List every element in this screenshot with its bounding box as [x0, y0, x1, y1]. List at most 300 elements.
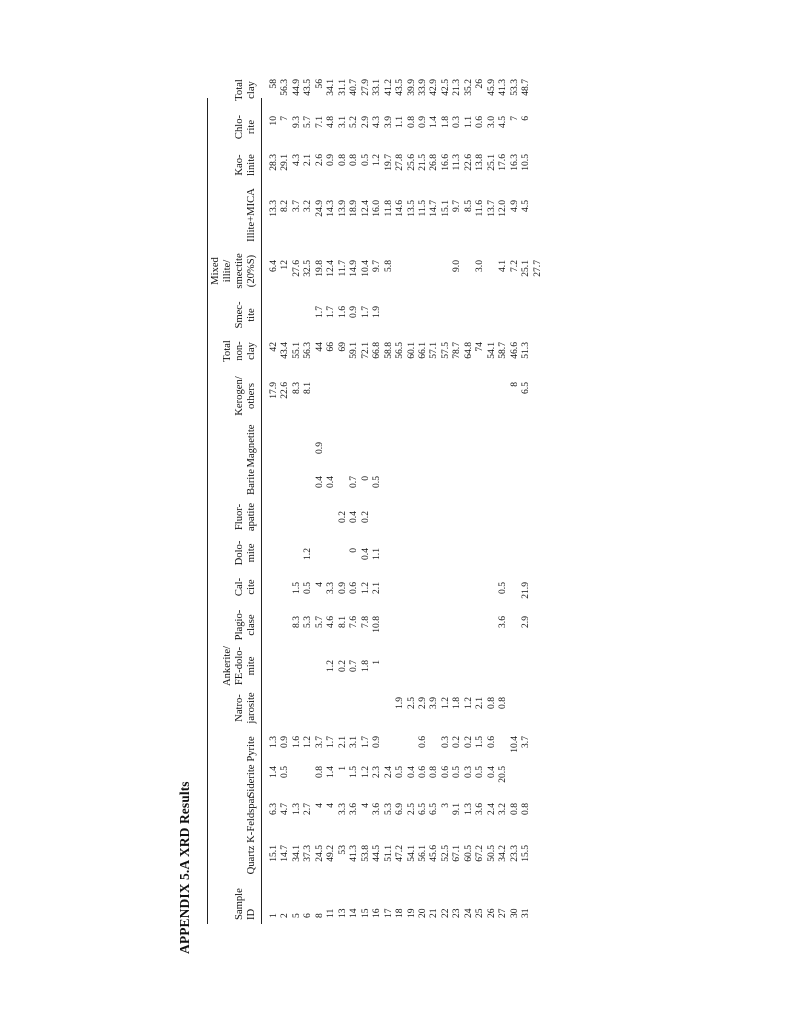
- sample-id-cell: 16: [371, 908, 383, 918]
- table-cell: 6.3: [268, 803, 279, 815]
- table-cell: 45.9: [485, 79, 497, 96]
- table-cell: 14.7: [279, 845, 291, 862]
- column-header-line: Natro-: [234, 694, 245, 722]
- table-cell: 39.9: [405, 79, 417, 96]
- table-cell: 12.4: [359, 200, 371, 217]
- table-cell: 2.7: [302, 803, 314, 815]
- table-cell: 8.2: [279, 200, 291, 212]
- table-cell: 1.2: [302, 548, 314, 560]
- table-cell: 46.6: [508, 342, 520, 359]
- table-cell: 19.7: [382, 154, 394, 171]
- table-cell: 0.2: [359, 511, 371, 523]
- table-cell: 67.1: [451, 845, 463, 862]
- table-header-rule: [261, 98, 262, 924]
- table-cell: 0.3: [439, 736, 451, 748]
- table-cell: 51.3: [520, 342, 532, 359]
- table-cell: 1: [336, 766, 348, 771]
- table-cell: 26: [474, 79, 486, 89]
- table-cell: 0.6: [474, 116, 486, 128]
- table-cell: 24.9: [313, 200, 325, 217]
- column-header-line: mite: [246, 656, 257, 676]
- table-cell: 5.3: [302, 616, 314, 628]
- table-cell: 3.9: [428, 697, 440, 709]
- sample-id-cell: 1: [268, 913, 279, 918]
- table-cell: 29.1: [279, 154, 291, 171]
- table-cell: 8.1: [336, 616, 348, 628]
- table-cell: 15.1: [439, 200, 451, 217]
- sample-id-cell: 20: [416, 908, 428, 918]
- rotated-table-sheet: [172, 62, 791, 962]
- table-cell: 40.7: [348, 79, 360, 96]
- column-header-line: illite/: [222, 259, 233, 283]
- table-cell: 0.5: [279, 766, 291, 778]
- table-cell: 1.9: [371, 306, 383, 318]
- table-cell: 1.3: [462, 803, 474, 815]
- table-cell: 0.3: [462, 766, 474, 778]
- table-cell: 3.3: [325, 582, 337, 594]
- table-cell: 3.2: [497, 803, 509, 815]
- table-cell: 2.1: [302, 154, 314, 166]
- table-cell: 11.5: [416, 200, 428, 217]
- table-cell: 31.1: [336, 79, 348, 96]
- table-cell: 44.9: [290, 79, 302, 96]
- table-cell: 6.5: [520, 382, 532, 394]
- table-cell: 0.4: [313, 476, 325, 488]
- table-cell: 42.9: [428, 79, 440, 96]
- table-cell: 12.4: [325, 260, 337, 277]
- column-header-line: mite: [246, 543, 257, 563]
- table-cell: 60.5: [462, 845, 474, 862]
- column-header-line: Cal-: [234, 577, 245, 597]
- table-cell: 32.5: [302, 260, 314, 277]
- table-cell: 1.7: [359, 306, 371, 318]
- column-header-line: Plagio-: [234, 609, 245, 641]
- table-cell: 0.5: [371, 476, 383, 488]
- table-cell: 43.5: [394, 79, 406, 96]
- table-cell: 0.8: [336, 154, 348, 166]
- table-cell: 5.2: [348, 116, 360, 128]
- table-cell: 14.3: [325, 200, 337, 217]
- table-cell: 57.1: [428, 342, 440, 359]
- table-cell: 1.7: [359, 736, 371, 748]
- table-cell: 4.8: [325, 116, 337, 128]
- column-header-line: Dolo-: [234, 540, 245, 566]
- table-cell: 2.4: [382, 766, 394, 778]
- table-cell: 0.8: [485, 697, 497, 709]
- table-cell: 0.7: [348, 476, 360, 488]
- table-cell: 9.0: [451, 260, 463, 272]
- table-cell: 56: [313, 79, 325, 89]
- table-cell: 15.1: [268, 845, 279, 862]
- table-cell: 8: [508, 382, 520, 387]
- table-cell: 13.9: [336, 200, 348, 217]
- table-cell: 13.7: [485, 200, 497, 217]
- table-cell: 2.5: [405, 697, 417, 709]
- column-header-line: Sample: [234, 888, 245, 920]
- column-header-line: Total: [234, 79, 245, 101]
- table-cell: 0.4: [348, 511, 360, 523]
- table-cell: 0.9: [371, 736, 383, 748]
- table-cell: 11.8: [382, 200, 394, 217]
- table-cell: 34.1: [325, 79, 337, 96]
- appendix-title: APPENDIX 5.A XRD Results: [177, 781, 192, 954]
- table-cell: 0.8: [348, 154, 360, 166]
- column-header-line: rite: [246, 119, 257, 135]
- table-cell: 3.0: [485, 116, 497, 128]
- table-cell: 1.8: [451, 697, 463, 709]
- table-cell: 58.8: [382, 342, 394, 359]
- table-cell: 16.6: [439, 154, 451, 171]
- table-cell: 5.7: [313, 616, 325, 628]
- column-header-line: Total: [222, 340, 233, 362]
- table-cell: 3.0: [474, 260, 486, 272]
- table-cell: 5.7: [302, 116, 314, 128]
- sample-id-cell: 13: [336, 908, 348, 918]
- table-cell: 3.7: [313, 736, 325, 748]
- sample-id-cell: 23: [451, 908, 463, 918]
- table-cell: 4.7: [279, 803, 291, 815]
- table-cell: 47.2: [394, 845, 406, 862]
- table-cell: 43.4: [279, 342, 291, 359]
- column-header-line: Pyrite: [246, 736, 257, 762]
- table-cell: 45.6: [428, 845, 440, 862]
- table-cell: 2.9: [520, 616, 532, 628]
- table-cell: 67.2: [474, 845, 486, 862]
- table-cell: 8.3: [290, 382, 302, 394]
- table-cell: 8.3: [290, 616, 302, 628]
- table-cell: 0.8: [508, 803, 520, 815]
- table-cell: 23.3: [508, 845, 520, 862]
- table-cell: 43.5: [302, 79, 314, 96]
- table-cell: 0.9: [348, 306, 360, 318]
- table-cell: 1: [371, 660, 383, 665]
- table-cell: 0.8: [520, 803, 532, 815]
- table-cell: 2.6: [313, 154, 325, 166]
- table-cell: 0.8: [428, 766, 440, 778]
- table-cell: 0.2: [462, 736, 474, 748]
- sample-id-cell: 6: [302, 913, 314, 918]
- sample-id-cell: 14: [348, 908, 360, 918]
- sample-id-cell: 25: [474, 908, 486, 918]
- table-cell: 19.8: [313, 260, 325, 277]
- table-cell: 34.1: [290, 845, 302, 862]
- table-cell: 3.1: [336, 116, 348, 128]
- table-cell: 60.1: [405, 342, 417, 359]
- table-cell: 7.2: [508, 260, 520, 272]
- table-cell: 10: [268, 116, 279, 126]
- sample-id-cell: 11: [325, 908, 337, 918]
- table-cell: 4.9: [508, 200, 520, 212]
- table-cell: 2.1: [371, 582, 383, 594]
- table-cell: 0.6: [416, 736, 428, 748]
- table-cell: 1.8: [359, 660, 371, 672]
- table-cell: 16.0: [371, 200, 383, 217]
- table-cell: 44: [313, 342, 325, 352]
- column-header-line: ID: [246, 908, 257, 920]
- table-cell: 1.2: [359, 582, 371, 594]
- table-cell: 56.5: [394, 342, 406, 359]
- table-cell: 22.6: [462, 154, 474, 171]
- table-cell: 1.3: [290, 803, 302, 815]
- table-cell: 25.1: [485, 154, 497, 171]
- sample-id-cell: 26: [485, 908, 497, 918]
- table-cell: 9.3: [290, 116, 302, 128]
- table-cell: 64.8: [462, 342, 474, 359]
- table-cell: 0: [348, 548, 360, 553]
- table-cell: 0.9: [325, 154, 337, 166]
- table-cell: 27.7: [531, 260, 543, 277]
- table-cell: 21.5: [416, 154, 428, 171]
- table-cell: 5.8: [382, 260, 394, 272]
- sample-id-cell: 2: [279, 913, 291, 918]
- table-cell: 0.6: [485, 736, 497, 748]
- table-cell: 1.8: [439, 116, 451, 128]
- table-cell: 25.6: [405, 154, 417, 171]
- column-header-line: Magnetite: [246, 424, 257, 468]
- table-cell: 6.4: [268, 260, 279, 272]
- table-cell: 0.9: [313, 442, 325, 454]
- table-cell: 4.1: [497, 260, 509, 272]
- table-cell: 7: [508, 116, 520, 121]
- table-cell: 3.7: [520, 736, 532, 748]
- table-cell: 1.7: [313, 306, 325, 318]
- table-cell: 26.8: [428, 154, 440, 171]
- table-cell: 37.3: [302, 845, 314, 862]
- table-cell: 11.6: [474, 200, 486, 217]
- table-cell: 22.6: [279, 382, 291, 399]
- table-cell: 3.9: [382, 116, 394, 128]
- table-cell: 4.5: [520, 200, 532, 212]
- table-cell: 15.5: [520, 845, 532, 862]
- table-cell: 54.1: [405, 845, 417, 862]
- table-cell: 21.3: [451, 79, 463, 96]
- table-cell: 78.7: [451, 342, 463, 359]
- table-cell: 3.2: [302, 200, 314, 212]
- table-cell: 14.6: [394, 200, 406, 217]
- table-cell: 0.9: [336, 582, 348, 594]
- table-cell: 21.9: [520, 582, 532, 599]
- sample-id-cell: 24: [462, 908, 474, 918]
- table-cell: 10.4: [508, 736, 520, 753]
- sample-id-cell: 31: [520, 908, 532, 918]
- table-cell: 6: [520, 116, 532, 121]
- table-cell: 49.2: [325, 845, 337, 862]
- table-cell: 4: [359, 803, 371, 808]
- sample-id-cell: 8: [313, 913, 325, 918]
- table-cell: 0.5: [302, 582, 314, 594]
- table-cell: 1.9: [394, 697, 406, 709]
- table-cell: 2.1: [474, 697, 486, 709]
- column-header-line: jarosite: [246, 692, 257, 724]
- table-cell: 0.5: [474, 766, 486, 778]
- table-cell: 4.3: [290, 154, 302, 166]
- table-cell: 3.3: [336, 803, 348, 815]
- table-cell: 55.1: [290, 342, 302, 359]
- table-cell: 2.4: [485, 803, 497, 815]
- table-cell: 1.2: [325, 660, 337, 672]
- table-cell: 35.2: [462, 79, 474, 96]
- table-cell: 0.9: [416, 116, 428, 128]
- table-cell: 1.4: [325, 766, 337, 778]
- column-header-totalclay: [234, 50, 258, 130]
- table-cell: 58: [268, 79, 279, 89]
- column-header-line: Siderite: [246, 764, 257, 798]
- table-cell: 0.4: [325, 476, 337, 488]
- table-cell: 1.3: [268, 736, 279, 748]
- column-header-line: cite: [246, 579, 257, 595]
- table-cell: 66: [325, 342, 337, 352]
- table-cell: 59.1: [348, 342, 360, 359]
- table-cell: 53: [336, 845, 348, 855]
- table-cell: 0: [359, 476, 371, 481]
- table-top-rule: [207, 98, 208, 924]
- column-header-line: Barite: [246, 469, 257, 495]
- table-cell: 0.9: [279, 736, 291, 748]
- table-cell: 3: [439, 803, 451, 808]
- table-cell: 66.8: [371, 342, 383, 359]
- table-cell: 16.3: [508, 154, 520, 171]
- table-cell: 42.5: [439, 79, 451, 96]
- table-cell: 27.8: [394, 154, 406, 171]
- column-header-line: Mixed: [210, 257, 221, 285]
- table-cell: 27.9: [359, 79, 371, 96]
- table-cell: 51.1: [382, 845, 394, 862]
- column-header-line: apatite: [246, 502, 257, 532]
- table-cell: 0.5: [497, 582, 509, 594]
- column-header-line: Kao-: [234, 154, 245, 176]
- table-cell: 66.1: [416, 342, 428, 359]
- table-cell: 0.6: [348, 582, 360, 594]
- column-header-line: linite: [246, 154, 257, 176]
- sample-id-cell: 15: [359, 908, 371, 918]
- table-cell: 3.6: [474, 803, 486, 815]
- table-cell: 8.5: [462, 200, 474, 212]
- table-cell: 28.3: [268, 154, 279, 171]
- table-cell: 12: [279, 260, 291, 270]
- table-cell: 7.8: [359, 616, 371, 628]
- table-cell: 2.3: [371, 766, 383, 778]
- table-cell: 34.2: [497, 845, 509, 862]
- table-cell: 50.5: [485, 845, 497, 862]
- column-header-line: Fluor-: [234, 503, 245, 531]
- table-cell: 11.7: [336, 260, 348, 277]
- table-cell: 33.9: [416, 79, 428, 96]
- column-header-line: Chlo-: [234, 114, 245, 140]
- table-cell: 8.1: [302, 382, 314, 394]
- table-cell: 6.9: [394, 803, 406, 815]
- table-cell: 44.5: [371, 845, 383, 862]
- table-cell: 0.2: [451, 736, 463, 748]
- column-header-line: FE-dolo-: [234, 646, 245, 686]
- table-cell: 4: [325, 803, 337, 808]
- table-cell: 17.6: [497, 154, 509, 171]
- table-cell: 58.7: [497, 342, 509, 359]
- table-cell: 1.2: [302, 736, 314, 748]
- table-cell: 33.1: [371, 79, 383, 96]
- table-cell: 27.6: [290, 260, 302, 277]
- column-header-line: others: [246, 383, 257, 409]
- column-header-line: Ankerite/: [222, 646, 233, 687]
- table-cell: 69: [336, 342, 348, 352]
- table-cell: 25.1: [520, 260, 532, 277]
- table-cell: 1.4: [268, 766, 279, 778]
- table-cell: 9.7: [371, 260, 383, 272]
- table-cell: 42: [268, 342, 279, 352]
- sample-id-cell: 30: [508, 908, 520, 918]
- table-cell: 3.1: [348, 736, 360, 748]
- table-cell: 41.2: [382, 79, 394, 96]
- table-cell: 6.5: [428, 803, 440, 815]
- table-cell: 1.6: [290, 736, 302, 748]
- table-cell: 0.5: [359, 154, 371, 166]
- sample-id-cell: 18: [394, 908, 406, 918]
- table-cell: 12.0: [497, 200, 509, 217]
- table-cell: 0.4: [359, 548, 371, 560]
- table-cell: 20.5: [497, 766, 509, 783]
- table-cell: 56.3: [279, 79, 291, 96]
- table-cell: 2.5: [405, 803, 417, 815]
- table-cell: 3.6: [348, 803, 360, 815]
- table-cell: 18.9: [348, 200, 360, 217]
- table-cell: 0.6: [439, 766, 451, 778]
- table-cell: 10.5: [520, 154, 532, 171]
- column-header-line: Illite+MICA: [246, 188, 257, 242]
- table-cell: 74: [474, 342, 486, 352]
- sample-id-cell: 19: [405, 908, 417, 918]
- column-header-line: non-: [234, 341, 245, 361]
- table-cell: 1.4: [428, 116, 440, 128]
- table-cell: 1.7: [325, 306, 337, 318]
- table-cell: 1.2: [462, 697, 474, 709]
- column-header-line: clase: [246, 614, 257, 636]
- table-cell: 53.3: [508, 79, 520, 96]
- table-cell: 2.9: [359, 116, 371, 128]
- column-header-line: Kerogen/: [234, 376, 245, 416]
- column-header-line: smectite: [234, 253, 245, 289]
- table-cell: 13.3: [268, 200, 279, 217]
- column-header-line: Smec-: [234, 301, 245, 329]
- table-cell: 56.3: [302, 342, 314, 359]
- table-cell: 54.1: [485, 342, 497, 359]
- table-cell: 1.1: [371, 548, 383, 560]
- table-cell: 7.6: [348, 616, 360, 628]
- table-cell: 0.2: [336, 660, 348, 672]
- sample-id-cell: 27: [497, 908, 509, 918]
- table-cell: 1.5: [290, 582, 302, 594]
- column-header-line: K-Feldspar: [246, 795, 257, 843]
- table-cell: 1.5: [348, 766, 360, 778]
- table-cell: 1.1: [394, 116, 406, 128]
- table-cell: 6.5: [416, 803, 428, 815]
- sample-id-cell: 22: [439, 908, 451, 918]
- table-cell: 4: [313, 582, 325, 587]
- table-cell: 0.4: [485, 766, 497, 778]
- table-cell: 0.5: [394, 766, 406, 778]
- column-header-line: clay: [246, 81, 257, 99]
- table-cell: 1.6: [336, 306, 348, 318]
- column-header-line: tite: [246, 308, 257, 322]
- table-cell: 24.5: [313, 845, 325, 862]
- table-cell: 10.4: [359, 260, 371, 277]
- table-cell: 0.6: [416, 766, 428, 778]
- table-cell: 1.2: [359, 766, 371, 778]
- sample-id-cell: 21: [428, 908, 440, 918]
- table-cell: 41.3: [348, 845, 360, 862]
- table-cell: 41.3: [497, 79, 509, 96]
- table-cell: 0.3: [451, 116, 463, 128]
- table-cell: 3.7: [290, 200, 302, 212]
- table-cell: 1.2: [439, 697, 451, 709]
